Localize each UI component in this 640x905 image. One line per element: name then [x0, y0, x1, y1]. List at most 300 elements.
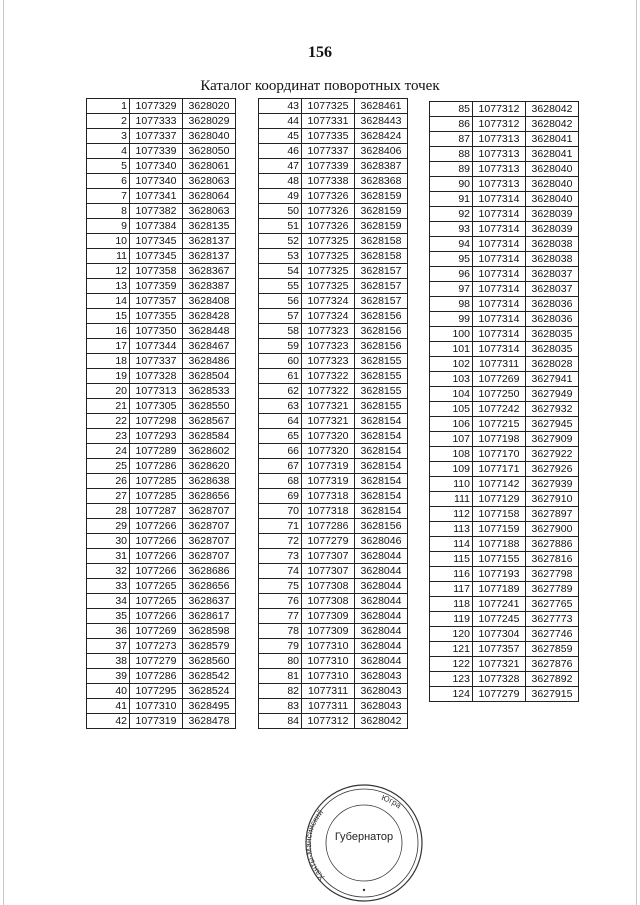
table-row: [87, 429, 236, 444]
y-coordinate: 3628560: [183, 654, 236, 669]
x-coordinate: 1077309: [302, 624, 355, 639]
x-coordinate: 1077345: [130, 249, 183, 264]
point-number: 94: [430, 237, 473, 252]
point-number: 88: [430, 147, 473, 162]
y-coordinate: 3628424: [355, 129, 408, 144]
x-coordinate: 1077241: [473, 597, 526, 612]
table-row: [259, 459, 408, 474]
y-coordinate: 3628039: [526, 207, 579, 222]
y-coordinate: 3628598: [183, 624, 236, 639]
x-coordinate: 1077340: [130, 174, 183, 189]
x-coordinate: 1077326: [302, 219, 355, 234]
y-coordinate: 3627876: [526, 657, 579, 672]
y-coordinate: 3628041: [526, 132, 579, 147]
x-coordinate: 1077307: [302, 549, 355, 564]
x-coordinate: 1077322: [302, 384, 355, 399]
y-coordinate: 3628044: [355, 594, 408, 609]
point-number: 120: [430, 627, 473, 642]
table-row: [430, 612, 579, 627]
point-number: 34: [87, 594, 130, 609]
table-row: [430, 282, 579, 297]
table-row: [259, 324, 408, 339]
x-coordinate: 1077308: [302, 594, 355, 609]
x-coordinate: 1077142: [473, 477, 526, 492]
y-coordinate: 3628656: [183, 489, 236, 504]
table-row: [87, 714, 236, 729]
table-row: [430, 567, 579, 582]
x-coordinate: 1077250: [473, 387, 526, 402]
y-coordinate: 3628461: [355, 99, 408, 114]
table-row: [259, 684, 408, 699]
table-row: [430, 207, 579, 222]
y-coordinate: 3628038: [526, 237, 579, 252]
point-number: 24: [87, 444, 130, 459]
x-coordinate: 1077358: [130, 264, 183, 279]
point-number: 103: [430, 372, 473, 387]
y-coordinate: 3628046: [355, 534, 408, 549]
y-coordinate: 3628156: [355, 324, 408, 339]
x-coordinate: 1077304: [473, 627, 526, 642]
x-coordinate: 1077322: [302, 369, 355, 384]
point-number: 114: [430, 537, 473, 552]
table-row: [430, 162, 579, 177]
point-number: 89: [430, 162, 473, 177]
table-row: [259, 444, 408, 459]
point-number: 117: [430, 582, 473, 597]
table-row: [259, 639, 408, 654]
point-number: 62: [259, 384, 302, 399]
y-coordinate: 3628387: [355, 159, 408, 174]
point-number: 109: [430, 462, 473, 477]
point-number: 93: [430, 222, 473, 237]
x-coordinate: 1077341: [130, 189, 183, 204]
point-number: 49: [259, 189, 302, 204]
x-coordinate: 1077155: [473, 552, 526, 567]
y-coordinate: 3627892: [526, 672, 579, 687]
table-row: [259, 144, 408, 159]
x-coordinate: 1077335: [302, 129, 355, 144]
point-number: 70: [259, 504, 302, 519]
x-coordinate: 1077323: [302, 324, 355, 339]
x-coordinate: 1077337: [130, 129, 183, 144]
y-coordinate: 3628156: [355, 339, 408, 354]
point-number: 10: [87, 234, 130, 249]
point-number: 55: [259, 279, 302, 294]
point-number: 66: [259, 444, 302, 459]
point-number: 38: [87, 654, 130, 669]
table-row: [87, 654, 236, 669]
x-coordinate: 1077310: [302, 669, 355, 684]
x-coordinate: 1077326: [302, 204, 355, 219]
y-coordinate: 3628036: [526, 312, 579, 327]
x-coordinate: 1077305: [130, 399, 183, 414]
point-number: 85: [430, 102, 473, 117]
y-coordinate: 3628035: [526, 342, 579, 357]
y-coordinate: 3628579: [183, 639, 236, 654]
x-coordinate: 1077307: [302, 564, 355, 579]
table-row: [259, 714, 408, 729]
x-coordinate: 1077285: [130, 474, 183, 489]
table-row: [259, 519, 408, 534]
point-number: 100: [430, 327, 473, 342]
table-row: [430, 492, 579, 507]
point-number: 27: [87, 489, 130, 504]
table-row: [87, 114, 236, 129]
y-coordinate: 3628137: [183, 234, 236, 249]
y-coordinate: 3628448: [183, 324, 236, 339]
table-row: [87, 534, 236, 549]
x-coordinate: 1077298: [130, 414, 183, 429]
point-number: 51: [259, 219, 302, 234]
y-coordinate: 3628154: [355, 429, 408, 444]
table-row: [87, 189, 236, 204]
x-coordinate: 1077321: [302, 414, 355, 429]
x-coordinate: 1077344: [130, 339, 183, 354]
y-coordinate: 3628707: [183, 534, 236, 549]
table-row: [259, 549, 408, 564]
y-coordinate: 3628039: [526, 222, 579, 237]
y-coordinate: 3628617: [183, 609, 236, 624]
y-coordinate: 3628158: [355, 249, 408, 264]
y-coordinate: 3628061: [183, 159, 236, 174]
table-row: [430, 597, 579, 612]
y-coordinate: 3627939: [526, 477, 579, 492]
point-number: 104: [430, 387, 473, 402]
y-coordinate: 3628367: [183, 264, 236, 279]
point-number: 14: [87, 294, 130, 309]
y-coordinate: 3628428: [183, 309, 236, 324]
table-row: [87, 459, 236, 474]
point-number: 95: [430, 252, 473, 267]
point-number: 35: [87, 609, 130, 624]
seal-dot: [363, 889, 365, 891]
y-coordinate: 3628050: [183, 144, 236, 159]
seal-center-text: Губернатор: [334, 831, 394, 843]
x-coordinate: 1077309: [302, 609, 355, 624]
table-row: [259, 174, 408, 189]
point-number: 67: [259, 459, 302, 474]
table-row: [430, 237, 579, 252]
table-row: [259, 594, 408, 609]
point-number: 6: [87, 174, 130, 189]
y-coordinate: 3628620: [183, 459, 236, 474]
y-coordinate: 3628567: [183, 414, 236, 429]
table-row: [87, 264, 236, 279]
table-row: [259, 384, 408, 399]
x-coordinate: 1077242: [473, 402, 526, 417]
point-number: 1: [87, 99, 130, 114]
x-coordinate: 1077266: [130, 534, 183, 549]
y-coordinate: 3628637: [183, 594, 236, 609]
y-coordinate: 3628406: [355, 144, 408, 159]
x-coordinate: 1077314: [473, 192, 526, 207]
table-row: [430, 447, 579, 462]
x-coordinate: 1077328: [473, 672, 526, 687]
y-coordinate: 3628020: [183, 99, 236, 114]
table-row: [87, 174, 236, 189]
table-row: [430, 627, 579, 642]
y-coordinate: 3627789: [526, 582, 579, 597]
x-coordinate: 1077265: [130, 579, 183, 594]
point-number: 74: [259, 564, 302, 579]
y-coordinate: 3628042: [355, 714, 408, 729]
x-coordinate: 1077323: [302, 354, 355, 369]
y-coordinate: 3628157: [355, 294, 408, 309]
point-number: 42: [87, 714, 130, 729]
y-coordinate: 3628157: [355, 279, 408, 294]
table-row: [87, 489, 236, 504]
table-row: [259, 204, 408, 219]
y-coordinate: 3628040: [526, 192, 579, 207]
table-row: [259, 609, 408, 624]
table-row: [87, 699, 236, 714]
y-coordinate: 3628029: [183, 114, 236, 129]
x-coordinate: 1077279: [473, 687, 526, 702]
point-number: 15: [87, 309, 130, 324]
x-coordinate: 1077313: [473, 147, 526, 162]
table-row: [430, 687, 579, 702]
x-coordinate: 1077286: [130, 459, 183, 474]
point-number: 91: [430, 192, 473, 207]
x-coordinate: 1077312: [473, 117, 526, 132]
x-coordinate: 1077314: [473, 237, 526, 252]
y-coordinate: 3628155: [355, 354, 408, 369]
point-number: 60: [259, 354, 302, 369]
point-number: 116: [430, 567, 473, 582]
point-number: 108: [430, 447, 473, 462]
point-number: 44: [259, 114, 302, 129]
y-coordinate: 3627900: [526, 522, 579, 537]
point-number: 3: [87, 129, 130, 144]
x-coordinate: 1077265: [130, 594, 183, 609]
table-row: [87, 549, 236, 564]
point-number: 12: [87, 264, 130, 279]
table-row: [87, 354, 236, 369]
table-row: [87, 564, 236, 579]
x-coordinate: 1077318: [302, 489, 355, 504]
point-number: 31: [87, 549, 130, 564]
x-coordinate: 1077338: [302, 174, 355, 189]
point-number: 41: [87, 699, 130, 714]
table-row: [87, 609, 236, 624]
y-coordinate: 3628036: [526, 297, 579, 312]
y-coordinate: 3628154: [355, 474, 408, 489]
point-number: 20: [87, 384, 130, 399]
y-coordinate: 3628043: [355, 699, 408, 714]
table-row: [87, 144, 236, 159]
point-number: 82: [259, 684, 302, 699]
x-coordinate: 1077215: [473, 417, 526, 432]
table-row: [430, 582, 579, 597]
table-row: [87, 639, 236, 654]
x-coordinate: 1077314: [473, 342, 526, 357]
table-row: [259, 504, 408, 519]
table-row: [259, 654, 408, 669]
point-number: 92: [430, 207, 473, 222]
table-row: [87, 504, 236, 519]
y-coordinate: 3627932: [526, 402, 579, 417]
table-row: [87, 339, 236, 354]
point-number: 65: [259, 429, 302, 444]
point-number: 111: [430, 492, 473, 507]
x-coordinate: 1077340: [130, 159, 183, 174]
y-coordinate: 3627773: [526, 612, 579, 627]
table-row: [259, 249, 408, 264]
y-coordinate: 3627909: [526, 432, 579, 447]
x-coordinate: 1077314: [473, 327, 526, 342]
table-row: [430, 132, 579, 147]
x-coordinate: 1077313: [473, 177, 526, 192]
point-number: 79: [259, 639, 302, 654]
x-coordinate: 1077310: [302, 639, 355, 654]
y-coordinate: 3628063: [183, 174, 236, 189]
table-row: [87, 204, 236, 219]
point-number: 81: [259, 669, 302, 684]
x-coordinate: 1077357: [130, 294, 183, 309]
y-coordinate: 3628707: [183, 549, 236, 564]
y-coordinate: 3628044: [355, 624, 408, 639]
table-row: [430, 327, 579, 342]
y-coordinate: 3627859: [526, 642, 579, 657]
y-coordinate: 3628154: [355, 504, 408, 519]
point-number: 113: [430, 522, 473, 537]
x-coordinate: 1077286: [130, 669, 183, 684]
table-row: [87, 594, 236, 609]
point-number: 98: [430, 297, 473, 312]
y-coordinate: 3628504: [183, 369, 236, 384]
table-row: [87, 399, 236, 414]
point-number: 53: [259, 249, 302, 264]
x-coordinate: 1077313: [473, 162, 526, 177]
table-row: [259, 414, 408, 429]
table-row: [430, 222, 579, 237]
y-coordinate: 3627922: [526, 447, 579, 462]
table-row: [87, 294, 236, 309]
y-coordinate: 3628495: [183, 699, 236, 714]
table-row: [87, 369, 236, 384]
x-coordinate: 1077324: [302, 294, 355, 309]
x-coordinate: 1077129: [473, 492, 526, 507]
x-coordinate: 1077314: [473, 252, 526, 267]
table-row: [259, 489, 408, 504]
table-row: [259, 534, 408, 549]
point-number: 75: [259, 579, 302, 594]
point-number: 110: [430, 477, 473, 492]
table-row: [87, 219, 236, 234]
table-row: [87, 384, 236, 399]
y-coordinate: 3628638: [183, 474, 236, 489]
x-coordinate: 1077314: [473, 282, 526, 297]
table-row: [259, 669, 408, 684]
x-coordinate: 1077339: [302, 159, 355, 174]
table-row: [87, 99, 236, 114]
y-coordinate: 3628602: [183, 444, 236, 459]
x-coordinate: 1077312: [302, 714, 355, 729]
y-coordinate: 3628524: [183, 684, 236, 699]
y-coordinate: 3628368: [355, 174, 408, 189]
point-number: 56: [259, 294, 302, 309]
y-coordinate: 3628043: [355, 684, 408, 699]
point-number: 22: [87, 414, 130, 429]
x-coordinate: 1077286: [302, 519, 355, 534]
y-coordinate: 3628135: [183, 219, 236, 234]
table-row: [87, 684, 236, 699]
table-row: [430, 642, 579, 657]
y-coordinate: 3628042: [526, 117, 579, 132]
table-row: [259, 429, 408, 444]
y-coordinate: 3628707: [183, 519, 236, 534]
point-number: 11: [87, 249, 130, 264]
x-coordinate: 1077355: [130, 309, 183, 324]
x-coordinate: 1077269: [130, 624, 183, 639]
x-coordinate: 1077266: [130, 564, 183, 579]
point-number: 64: [259, 414, 302, 429]
x-coordinate: 1077273: [130, 639, 183, 654]
point-number: 115: [430, 552, 473, 567]
point-number: 106: [430, 417, 473, 432]
y-coordinate: 3628063: [183, 204, 236, 219]
table-row: [430, 477, 579, 492]
point-number: 26: [87, 474, 130, 489]
y-coordinate: 3628159: [355, 219, 408, 234]
seal-inner-ring: [326, 805, 402, 881]
table-row: [259, 564, 408, 579]
table-row: [430, 372, 579, 387]
table-row: [430, 402, 579, 417]
point-number: 102: [430, 357, 473, 372]
x-coordinate: 1077293: [130, 429, 183, 444]
seal-outer-ring: [303, 785, 422, 901]
point-number: 28: [87, 504, 130, 519]
table-row: [430, 342, 579, 357]
y-coordinate: 3628137: [183, 249, 236, 264]
table-row: [259, 624, 408, 639]
point-number: 97: [430, 282, 473, 297]
point-number: 86: [430, 117, 473, 132]
table-row: [87, 129, 236, 144]
point-number: 72: [259, 534, 302, 549]
table-row: [430, 177, 579, 192]
point-number: 7: [87, 189, 130, 204]
y-coordinate: 3628156: [355, 309, 408, 324]
y-coordinate: 3627915: [526, 687, 579, 702]
x-coordinate: 1077320: [302, 444, 355, 459]
x-coordinate: 1077189: [473, 582, 526, 597]
table-row: [259, 99, 408, 114]
x-coordinate: 1077325: [302, 249, 355, 264]
x-coordinate: 1077384: [130, 219, 183, 234]
point-number: 84: [259, 714, 302, 729]
table-row: [430, 297, 579, 312]
table-row: [259, 354, 408, 369]
x-coordinate: 1077337: [130, 354, 183, 369]
table-row: [259, 234, 408, 249]
point-number: 37: [87, 639, 130, 654]
table-row: [430, 192, 579, 207]
y-coordinate: 3628486: [183, 354, 236, 369]
x-coordinate: 1077319: [130, 714, 183, 729]
y-coordinate: 3628044: [355, 579, 408, 594]
x-coordinate: 1077357: [473, 642, 526, 657]
table-row: [259, 399, 408, 414]
x-coordinate: 1077331: [302, 114, 355, 129]
y-coordinate: 3628467: [183, 339, 236, 354]
y-coordinate: 3628155: [355, 384, 408, 399]
y-coordinate: 3627765: [526, 597, 579, 612]
y-coordinate: 3628158: [355, 234, 408, 249]
x-coordinate: 1077295: [130, 684, 183, 699]
point-number: 76: [259, 594, 302, 609]
